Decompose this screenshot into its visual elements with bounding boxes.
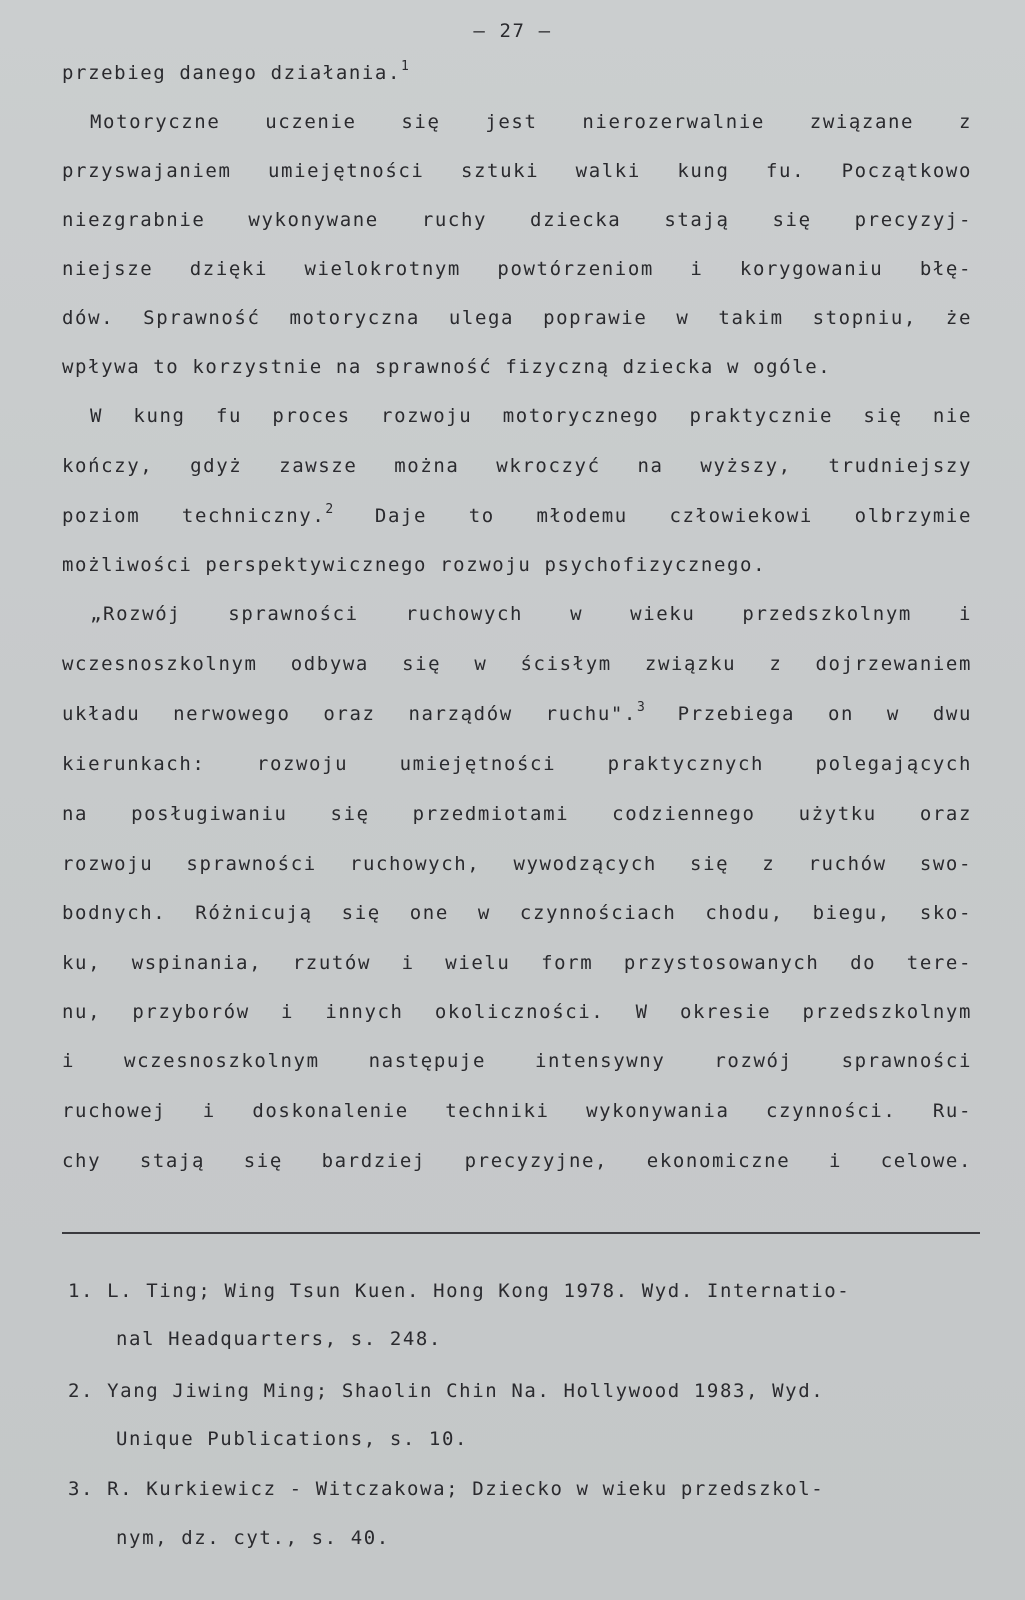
text-line: rozwoju sprawności ruchowych, wywodzących się z ruchów swo- — [62, 853, 972, 875]
text-line: ku, wspinania, rzutów i wielu form przystosowanych do tere- — [62, 952, 972, 974]
text-line: i wczesnoszkolnym następuje intensywny rozwój sprawności — [62, 1050, 972, 1072]
text-line: wpływa to korzystnie na sprawność fizyczną dziecka w ogóle. — [62, 356, 832, 378]
footnote-text: R. Kurkiewicz - Witczakowa; Dziecko w wieku przedszkol- — [107, 1478, 825, 1500]
text-line-content: przebieg danego działania. — [62, 62, 402, 84]
text-line: bodnych. Różnicują się one w czynnościach chodu, biegu, sko- — [62, 902, 972, 924]
text-line: „Rozwój sprawności ruchowych w wieku przedszkolnym i — [90, 603, 972, 625]
footnote-line — [68, 1478, 978, 1500]
text-line: możliwości perspektywicznego rozwoju psychofizycznego. — [62, 554, 767, 576]
footnote-ref: 3 — [636, 700, 645, 715]
footnote-ref: 2 — [325, 502, 334, 517]
text-line-content: Przebiega on w dwu — [644, 703, 972, 725]
footnote-line: nym, dz. cyt., s. 40. — [116, 1527, 390, 1549]
text-line: kierunkach: rozwoju umiejętności praktycznych polegających — [62, 753, 972, 775]
text-line: przyswajaniem umiejętności sztuki walki kung fu. Początkowo — [62, 160, 972, 182]
text-line: na posługiwaniu się przedmiotami codziennego użytku oraz — [62, 803, 972, 825]
text-line-content: układu nerwowego oraz narządów ruchu". — [62, 703, 637, 725]
text-line: chy stają się bardziej precyzyjne, ekonomiczne i celowe. — [62, 1150, 972, 1172]
text-line-content: Daje to młodemu człowiekowi olbrzymie — [333, 505, 973, 527]
footnote-separator — [62, 1232, 980, 1234]
text-line: Motoryczne uczenie się jest nierozerwalnie związane z — [90, 111, 972, 133]
footnote-line: nal Headquarters, s. 248. — [116, 1328, 442, 1350]
footnote-line: Unique Publications, s. 10. — [116, 1428, 469, 1450]
text-line — [62, 502, 973, 527]
footnote-text: Yang Jiwing Ming; Shaolin Chin Na. Hollywood 1983, Wyd. — [107, 1380, 825, 1402]
text-line — [62, 700, 972, 725]
text-line: dów. Sprawność motoryczna ulega poprawie w takim stopniu, że — [62, 307, 972, 329]
text-line: ruchowej i doskonalenie techniki wykonywania czynności. Ru- — [62, 1100, 972, 1122]
text-line: kończy, gdyż zawsze można wkroczyć na wyższy, trudniejszy — [62, 455, 972, 477]
footnote-line — [68, 1280, 978, 1302]
page-number: — 27 — — [473, 20, 552, 42]
text-line: nu, przyborów i innych okoliczności. W okresie przedszkolnym — [62, 1001, 972, 1023]
text-line: wczesnoszkolnym odbywa się w ścisłym związku z dojrzewaniem — [62, 653, 972, 675]
footnote-number: 1. — [68, 1280, 95, 1302]
footnote-line — [68, 1380, 978, 1402]
text-line-content: poziom techniczny. — [62, 505, 326, 527]
footnote-ref: 1 — [401, 59, 409, 74]
footnote-text: L. Ting; Wing Tsun Kuen. Hong Kong 1978. Wyd. Internatio- — [107, 1280, 851, 1302]
footnote-number: 3. — [68, 1478, 95, 1500]
text-line: niezgrabnie wykonywane ruchy dziecka stają się precyzyj- — [62, 209, 972, 231]
text-line: niejsze dzięki wielokrotnym powtórzeniom i korygowaniu błę- — [62, 258, 972, 280]
footnote-number: 2. — [68, 1380, 95, 1402]
text-line: W kung fu proces rozwoju motorycznego praktycznie się nie — [90, 405, 972, 427]
text-line — [62, 59, 972, 84]
